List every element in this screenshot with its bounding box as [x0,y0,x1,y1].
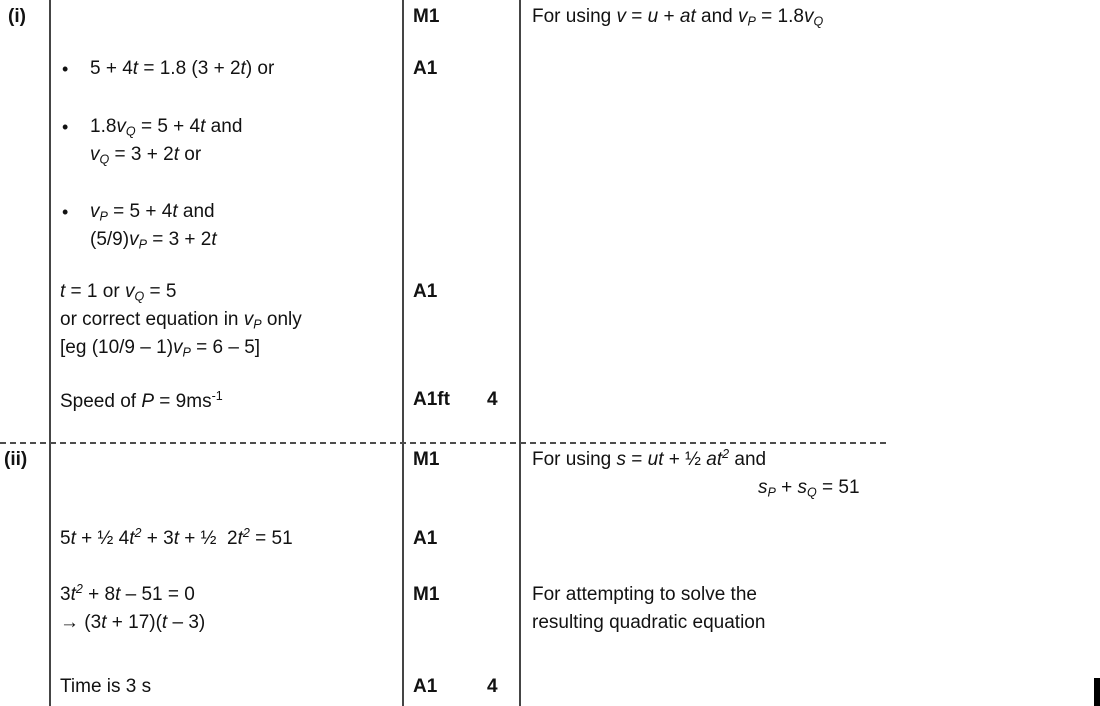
page-edge-mark [1094,678,1100,706]
bullet-icon: • [62,59,69,79]
column-divider-label [49,0,51,706]
bullet-icon: • [62,117,69,137]
mark-i-a1ft: A1ft [413,389,450,410]
mark-ii-total: 4 [487,676,498,697]
working-ii-answer: Time is 3 s [60,676,152,697]
working-i-answer: Speed of $P = 9ms^{-1}$ [60,389,223,412]
row-divider-dashed [0,442,890,444]
working-i-bullet2-line1: $1.8v_Q = 5 + 4t$ and [90,116,243,139]
working-ii-equation: 5t + ½ $4t^2 + 3t$ + ½ $2t^2 = 51$ [60,526,293,549]
working-i-bullet3-line2: $(5/9)v_P = 3 + 2t$ [90,229,217,252]
column-divider-marks [402,0,404,706]
bullet-icon: • [62,202,69,222]
comment-i-line1: For using v = u + at and $v_P = 1.8v_Q$ [532,6,824,29]
working-i-bullet2-line2: $v_Q = 3 + 2t$ or [90,144,202,167]
mark-i-a1-second: A1 [413,281,438,302]
part-i-label: (i) [8,6,26,27]
working-i-bullet1-line1: 5 + 4t = 1.8 (3 + 2t) or [90,58,275,79]
working-i-result-line3: [eg $(10/9 - 1)v_P = 6 - 5$] [60,337,261,360]
working-i-bullet3-line1: $v_P = 5 + 4t$ and [90,201,215,224]
mark-ii-m1-second: M1 [413,584,440,605]
mark-i-a1: A1 [413,58,438,79]
comment-ii-solve-line1: For attempting to solve the [532,584,757,605]
mark-ii-a1: A1 [413,528,438,549]
working-ii-quadratic-line1: $3t^2 + 8t - 51 = 0$ [60,582,195,605]
comment-ii-line2: $s_P + s_Q = 51$ [758,477,860,500]
mark-ii-a1-final: A1 [413,676,438,697]
comment-ii-solve-line2: resulting quadratic equation [532,612,766,633]
mark-i-total: 4 [487,389,498,410]
part-ii-label: (ii) [4,449,28,470]
mark-i-m1: M1 [413,6,440,27]
column-divider-comments [519,0,521,706]
working-i-result-line2: or correct equation in $v_P$ only [60,309,302,332]
mark-ii-m1: M1 [413,449,440,470]
working-i-result-line1: t = 1 or $v_Q = 5$ [60,281,177,304]
comment-ii-line1: For using s = ut + ½ $at^2$ and [532,447,767,470]
working-ii-quadratic-line2: → (3t + 17)(t – 3) [60,612,206,633]
